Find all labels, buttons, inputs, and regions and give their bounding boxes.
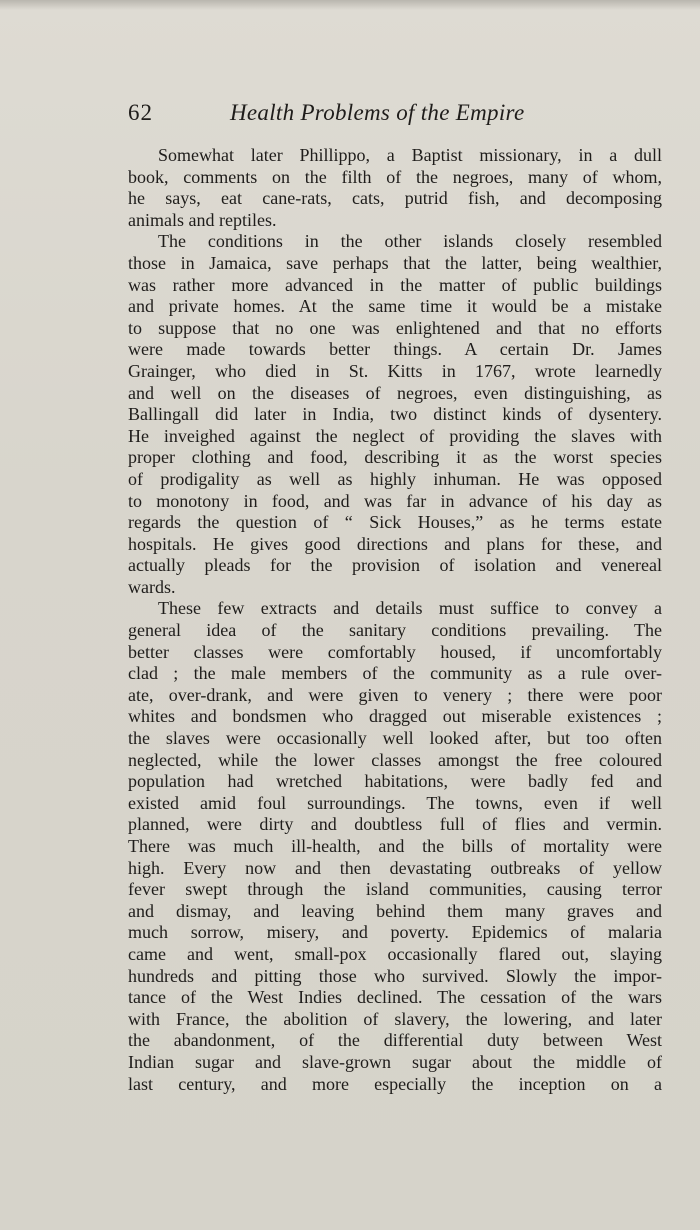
text-line: tance of the West Indies declined. The cessation of the wars [128,987,662,1008]
text-line: hospitals. He gives good directions and plans for these, and [128,533,662,554]
text-line: planned, were dirty and doubtless full of flies and vermin. [128,814,662,835]
text-line: fever swept through the island communities, causing terror [128,879,662,900]
text-line: animals and reptiles. [128,209,277,230]
text-line: whites and bondsmen who dragged out miserable existences ; [128,706,662,727]
text-line: He inveighed against the neglect of providing the slaves with [128,425,662,446]
text-line: ate, over-drank, and were given to venery ; there were poor [128,684,662,705]
text-line: wards. [128,576,176,597]
page-top-edge-shadow [0,0,700,10]
text-line: with France, the abolition of slavery, the lowering, and later [128,1008,662,1029]
text-line: Grainger, who died in St. Kitts in 1767, wrote learnedly [128,360,662,381]
text-line: much sorrow, misery, and poverty. Epidemics of malaria [128,922,662,943]
text-line: Ballingall did later in India, two distinct kinds of dysentery. [128,404,662,425]
text-line: and dismay, and leaving behind them many graves and [128,900,662,921]
text-line: regards the question of “ Sick Houses,” as he terms estate [128,512,662,533]
text-line: These few extracts and details must suffice to convey a [158,598,662,619]
text-line: was rather more advanced in the matter of public buildings [128,274,662,295]
text-line: book, comments on the filth of the negroes, many of whom, [128,166,662,187]
text-line: and well on the diseases of negroes, even distinguishing, as [128,382,662,403]
text-line: population had wretched habitations, were badly fed and [128,771,662,792]
body-text [128,145,662,1095]
page-header [128,100,668,134]
text-line: There was much ill-health, and the bills of mortality were [128,836,662,856]
running-title: Health Problems of the Empire [230,100,525,125]
text-line: The conditions in the other islands closely resembled [158,231,662,252]
text-line: proper clothing and food, describing it as the worst species [128,447,662,468]
text-line: of prodigality as well as highly inhuman. He was opposed [128,468,662,489]
text-line: high. Every now and then devastating outbreaks of yellow [128,857,662,878]
text-line: existed amid foul surroundings. The towns, even if well [128,792,662,813]
text-line: the slaves were occasionally well looked after, but too often [128,728,662,749]
text-line: Indian sugar and slave-grown sugar about the middle of [128,1051,662,1072]
text-line: general idea of the sanitary conditions prevailing. The [128,620,662,641]
text-line: those in Jamaica, save perhaps that the latter, being wealthier, [128,252,662,273]
text-line: clad ; the male members of the community as a rule over- [128,663,662,684]
text-line: he says, eat cane-rats, cats, putrid fish, and decomposing [128,188,662,209]
text-line: neglected, while the lower classes amongst the free coloured [128,749,662,770]
text-line: to monotony in food, and was far in advance of his day as [128,490,662,511]
text-line: to suppose that no one was enlightened and that no efforts [128,317,662,338]
text-line: Somewhat later Phillippo, a Baptist missionary, in a dull [158,145,662,165]
text-line: were made towards better things. A certain Dr. James [128,339,662,360]
text-line: actually pleads for the provision of isolation and venereal [128,555,662,576]
text-line: the abandonment, of the differential duty between West [128,1030,662,1051]
text-line: last century, and more especially the inception on a [128,1073,662,1094]
text-line: came and went, small-pox occasionally flared out, slaying [128,943,662,964]
text-line: hundreds and pitting those who survived. Slowly the impor- [128,965,662,986]
text-line: and private homes. At the same time it would be a mistake [128,296,662,317]
text-line: better classes were comfortably housed, if uncomfortably [128,641,662,662]
page-number: 62 [128,100,153,125]
